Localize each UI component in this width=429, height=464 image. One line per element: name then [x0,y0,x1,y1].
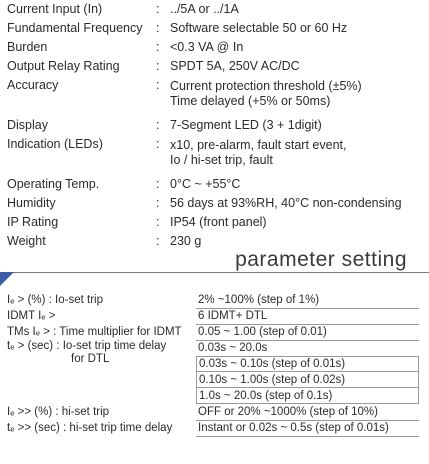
spec-row-fundamental-frequency [7,19,427,38]
param-label: Iₑ >> (%) : hi-set trip [7,406,110,418]
spec-value: 56 days at 93%RH, 40°C non-condensing [170,196,402,210]
spec-label: Indication (LEDs) [7,137,103,151]
spec-label: Accuracy [7,78,59,92]
spec-row-operating-temp [7,175,427,194]
spec-label: Output Relay Rating [7,59,120,73]
spec-row-output-relay-rating [7,57,427,76]
param-value: 0.05 ~ 1.00 (step of 0.01) [196,324,419,341]
param-value: 0.03s ~ 20.0s [196,340,419,357]
spec-value: 7-Segment LED (3 + 1digit) [170,118,322,132]
spec-row-current-input [7,0,427,19]
spec-row-burden [7,38,427,57]
spec-value: 0°C ~ +55°C [170,177,241,191]
spec-value-line: Io / hi-set trip, fault [170,152,273,167]
param-label: tₑ >> (sec) : hi-set trip time delay [7,422,173,434]
param-value: 0.10s ~ 1.00s (step of 0.02s) [196,372,419,388]
spec-value [170,138,346,167]
spec-value: <0.3 VA @ In [170,40,244,54]
spec-colon: : [156,2,160,16]
parameter-table [7,292,419,436]
spec-label: Fundamental Frequency [7,21,143,35]
spec-value-line: Time delayed (+5% or 50ms) [170,93,331,108]
spec-value: ../5A or ../1A [170,2,239,16]
spec-colon: : [156,177,160,191]
spec-label: IP Rating [7,215,59,229]
spec-value: SPDT 5A, 250V AC/DC [170,59,300,73]
spec-value: 230 g [170,234,202,248]
spec-colon: : [156,118,160,132]
param-label: Iₑ > (%) : Io-set trip [7,294,103,306]
spec-value-line: x10, pre-alarm, fault start event, [170,138,347,152]
spec-colon: : [156,215,160,229]
spec-row-accuracy [7,76,427,116]
spec-value: IP54 (front panel) [170,215,267,229]
spec-row-humidity [7,194,427,213]
param-value: 0.03s ~ 0.10s (step of 0.01s) [196,356,419,372]
param-row-hi-set-delay [7,420,419,436]
spec-row-display [7,116,427,135]
spec-colon: : [156,234,160,248]
spec-value-line: Current protection threshold (±5%) [170,79,362,93]
param-row-idmt [7,308,419,324]
param-row-io-set-trip [7,292,419,308]
section-divider [0,272,429,273]
spec-colon: : [156,78,160,92]
param-row-io-set-delay [7,340,419,404]
spec-value: Software selectable 50 or 60 Hz [170,21,348,35]
spec-colon: : [156,137,160,151]
param-value: 2% ~100% (step of 1%) [196,292,419,309]
spec-label: Current Input (In) [7,2,103,16]
spec-label: Burden [7,40,48,54]
corner-accent [0,272,14,286]
param-value: 1.0s ~ 20.0s (step of 0.1s) [196,388,419,404]
param-label-line: tₑ > (sec) : Io-set trip time delay [7,340,167,352]
spec-label: Operating Temp. [7,177,100,191]
spec-label: Display [7,118,48,132]
spec-label: Humidity [7,196,56,210]
param-value: Instant or 0.02s ~ 0.5s (step of 0.01s) [196,420,419,437]
param-value: 6 IDMT+ DTL [196,308,419,325]
spec-colon: : [156,59,160,73]
param-value: OFF or 20% ~1000% (step of 10%) [196,404,419,421]
spec-row-indication [7,135,427,175]
section-title: parameter setting [235,248,407,271]
specifications-list [7,0,427,251]
spec-value [170,79,362,108]
param-row-hi-set-trip [7,404,419,420]
param-row-time-multiplier [7,324,419,340]
spec-label: Weight [7,234,46,248]
param-label: IDMT Iₑ > [7,310,56,322]
spec-colon: : [156,40,160,54]
param-label [7,340,166,366]
param-label: TMs Iₑ > : Time multiplier for IDMT [7,326,182,338]
param-label-line: for DTL [71,353,110,365]
spec-row-ip-rating [7,213,427,232]
spec-colon: : [156,21,160,35]
spec-colon: : [156,196,160,210]
